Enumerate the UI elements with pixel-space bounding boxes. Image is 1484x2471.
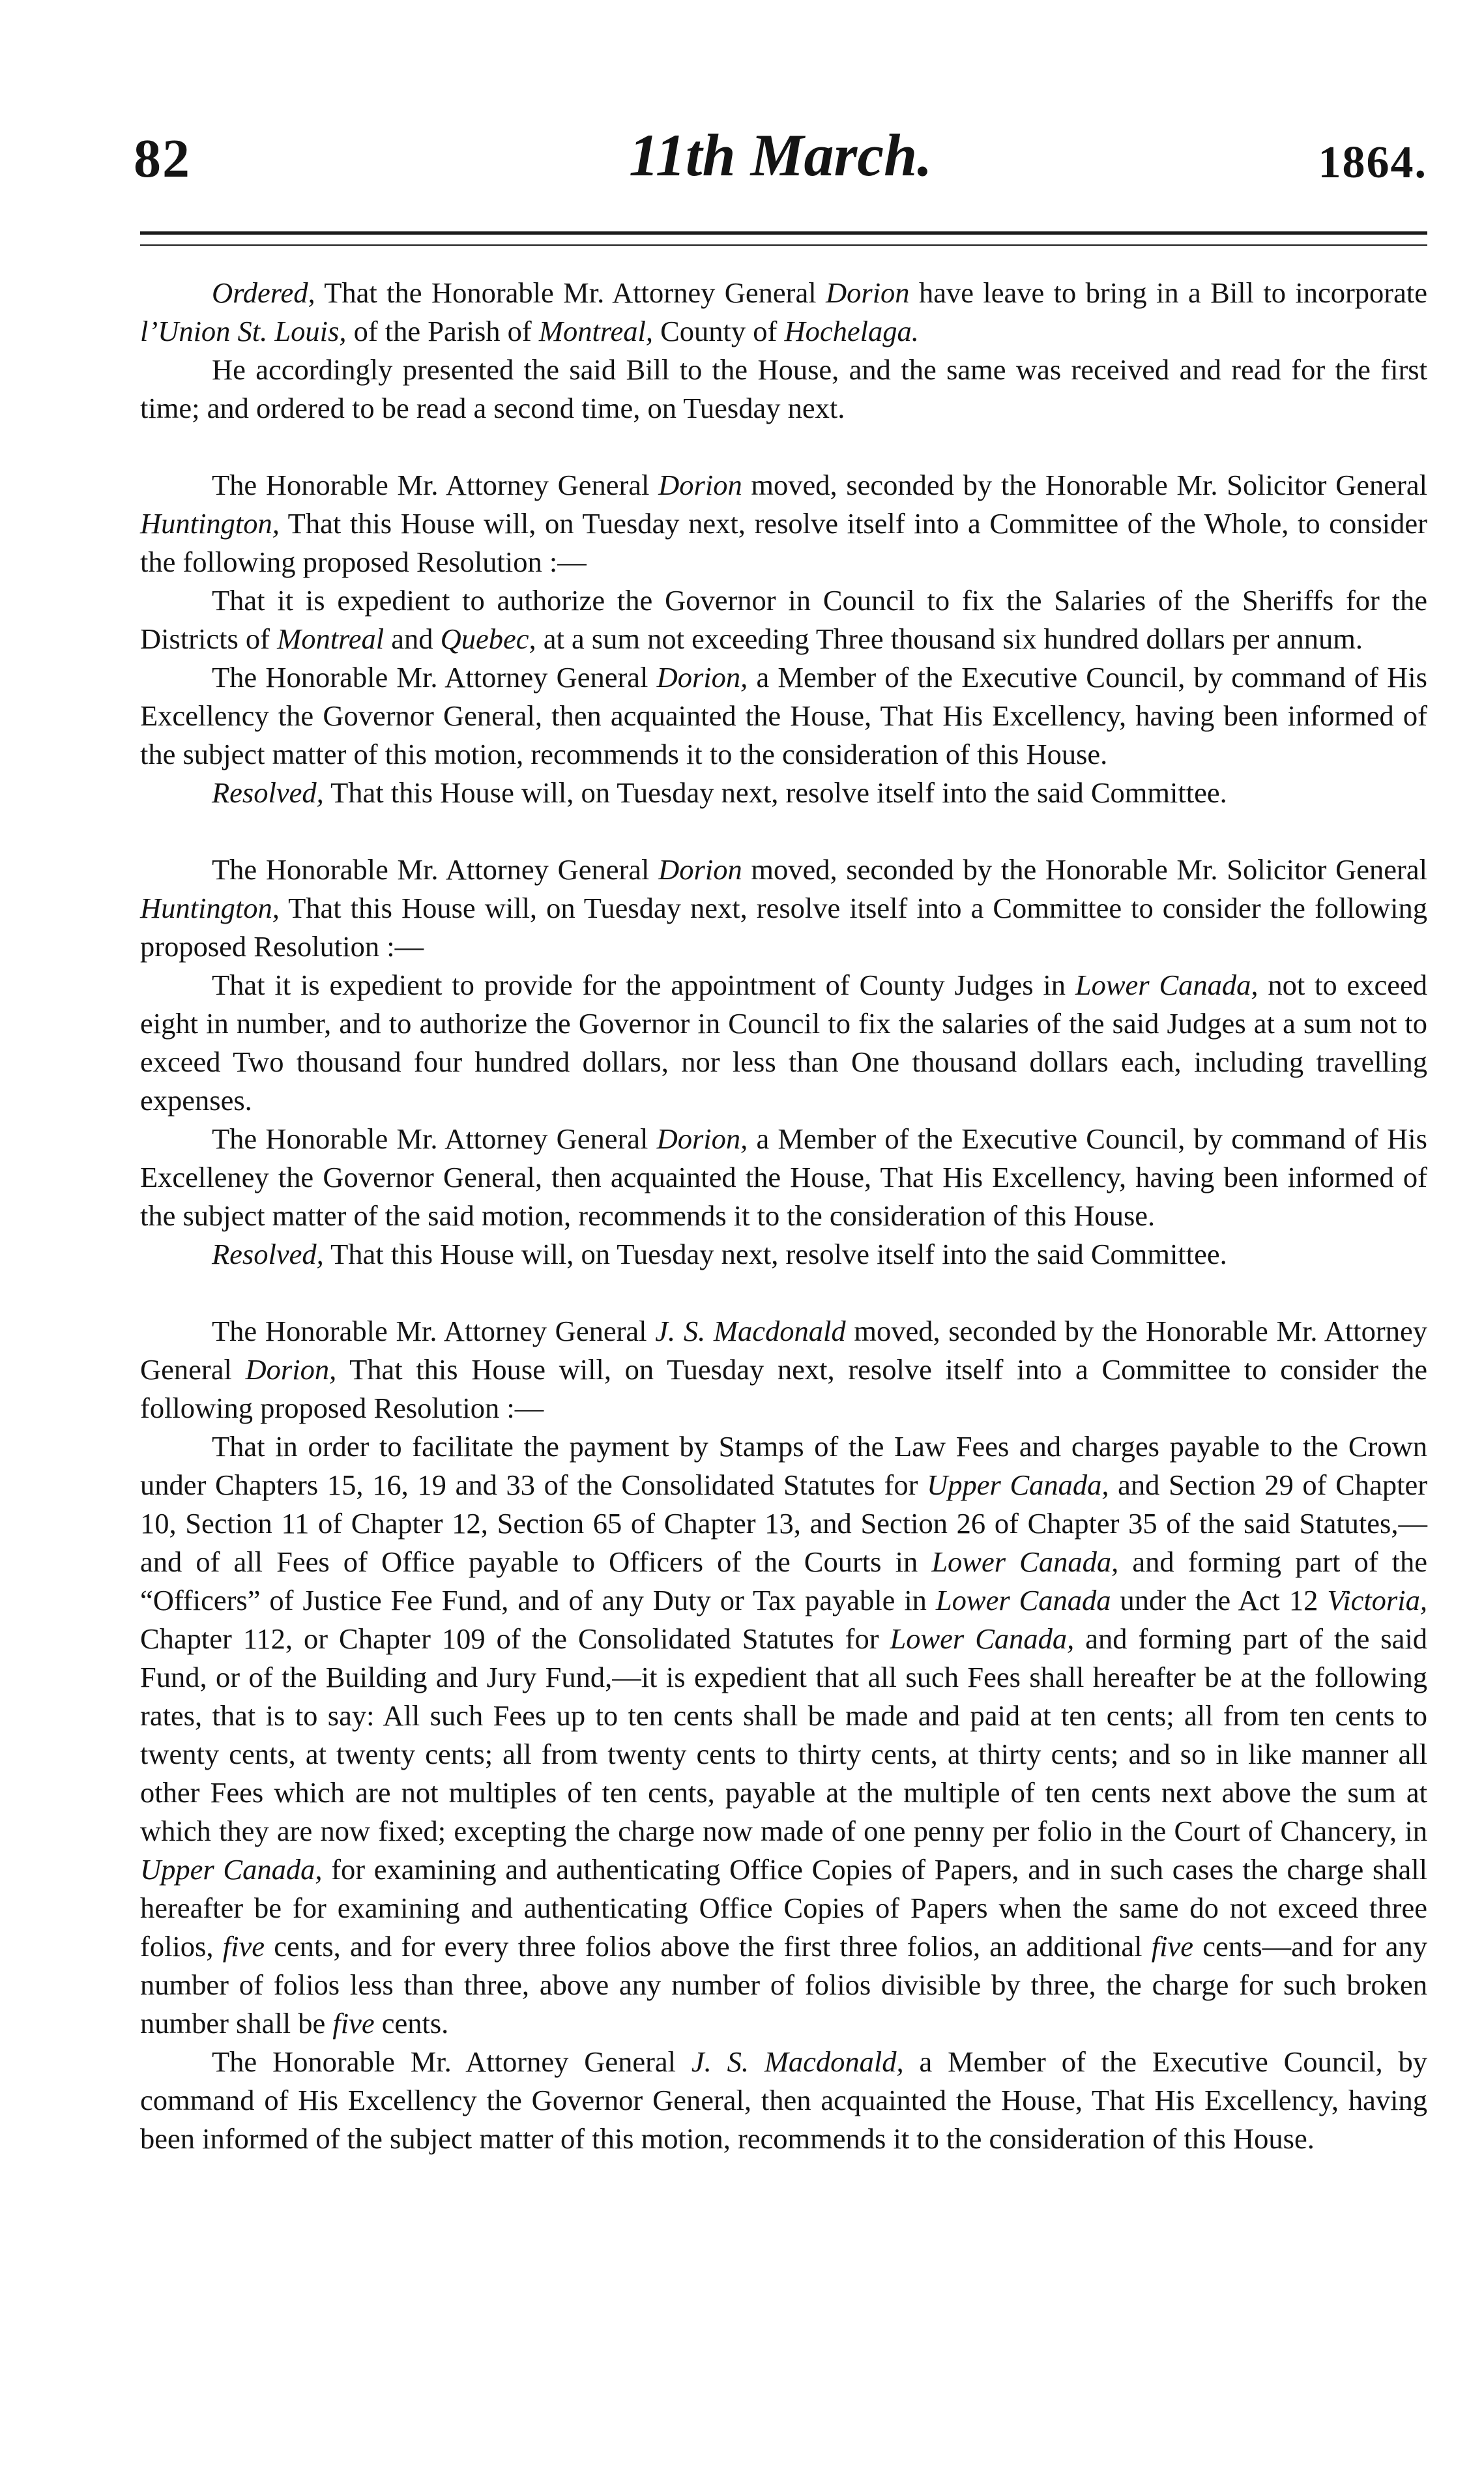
text-run: and Section 29 of Chapter 10, Section 11 of Chapter 12, Section 65 of Chapter 13, and Section 26 of Chapter 35 of the said Statutes,—and of all Fees of Office payable to Officers of the Courts in (140, 1469, 1428, 1578)
italic-text: Quebec, (440, 622, 536, 655)
text-run: That this House will, on Tuesday next, resolve itself into a Committee to consider the following proposed Resolution :— (140, 892, 1427, 963)
paragraph (140, 1235, 1427, 1274)
page-number: 82 (134, 128, 191, 189)
paragraph (140, 774, 1427, 812)
italic-text: Upper Canada, (140, 1853, 323, 1886)
italic-text: Montreal, (538, 315, 653, 347)
italic-text: Dorion, (656, 1122, 748, 1155)
text-run: not to exceed eight in number, and to authorize the Governor in Council to fix the salaries of the said Judges at a sum not to exceed Two thousand four hundred dollars, nor less than One thousand dollars each, including travelling expenses. (140, 969, 1427, 1117)
page-header (134, 111, 1427, 202)
text-run: He accordingly presented the said Bill to the House, and the same was received and read for the first time; and ordered to be read a second time, on Tuesday next. (140, 353, 1427, 424)
italic-text: Dorion (825, 276, 910, 309)
text-run: of the Parish of (346, 315, 539, 347)
italic-text: Ordered, (212, 276, 315, 309)
italic-text: Lower Canada, (931, 1545, 1119, 1578)
text-run: have leave to bring in a Bill to incorporate (909, 276, 1427, 309)
paragraph (140, 1427, 1427, 2043)
text-run: cents, and for every three folios above the first three folios, an additional (264, 1930, 1152, 1963)
italic-text: five (1151, 1930, 1193, 1963)
journal-body (140, 274, 1427, 2158)
text-run: moved, seconded by the Honorable Mr. Solicitor General (742, 853, 1427, 886)
text-run: That this House will, on Tuesday next, resolve itself into the said Committee. (323, 776, 1227, 809)
running-title: 11th March. (629, 122, 933, 188)
paragraph (140, 351, 1427, 428)
text-run: The Honorable Mr. Attorney General (212, 661, 657, 694)
running-year: 1864. (1318, 138, 1427, 188)
italic-text: J. S. Macdonald, (691, 2045, 904, 2078)
text-run: That it is expedient to authorize the Governor in Council to fix the Salaries of the Sheriffs for the Districts of (140, 584, 1427, 655)
text-run: That this House will, on Tuesday next, resolve itself into the said Committee. (323, 1238, 1227, 1270)
paragraph (140, 851, 1427, 966)
italic-text: Montreal (277, 622, 385, 655)
text-run: moved, seconded by the Honorable Mr. Attorney General (140, 1315, 1427, 1386)
text-run: and (384, 622, 441, 655)
text-run: The Honorable Mr. Attorney General (212, 2045, 691, 2078)
text-run: a Member of the Executive Council, by command of His Excellency the Governor General, then acquainted the House, That His Excellency, having been informed of the subject matter of this motion, recommends it to the consideration of this House. (140, 2045, 1427, 2155)
paragraph (140, 2043, 1427, 2158)
italic-text: Huntington, (140, 892, 280, 924)
italic-text: Hochelaga. (784, 315, 919, 347)
italic-text: Lower Canada, (1075, 969, 1258, 1001)
text-run: That it is expedient to provide for the appointment of County Judges in (212, 969, 1075, 1001)
paragraph (140, 966, 1427, 1120)
text-run: a Member of the Executive Council, by command of His Excelleney the Governor General, then acquainted the House, That His Excellency, having been informed of the subject matter of the said motion, recommends it to the consideration of this House. (140, 1122, 1427, 1232)
italic-text: Lower Canada, (890, 1622, 1075, 1655)
text-run: That the Honorable Mr. Attorney General (315, 276, 826, 309)
text-run: The Honorable Mr. Attorney General (212, 469, 659, 501)
text-run: County of (652, 315, 785, 347)
text-run: Chapter 112, or Chapter 109 of the Consolidated Statutes for (140, 1622, 890, 1655)
paragraph (140, 1312, 1427, 1427)
italic-text: l’Union St. Louis, (140, 315, 347, 347)
text-run: at a sum not exceeding Three thousand six hundred dollars per annum. (536, 622, 1363, 655)
text-run: That this House will, on Tuesday next, resolve itself into a Committee of the Whole, to consider the following proposed Resolution :— (140, 507, 1427, 578)
paragraph (140, 466, 1427, 581)
italic-text: Huntington, (140, 507, 280, 540)
text-run: and forming part of the “Officers” of Justice Fee Fund, and of any Duty or Tax payable in (140, 1545, 1427, 1616)
header-rule-thick (140, 231, 1427, 235)
italic-text: five (222, 1930, 265, 1963)
text-run: The Honorable Mr. Attorney General (212, 853, 659, 886)
italic-text: Resolved, (212, 776, 324, 809)
text-run: cents. (374, 2007, 449, 2040)
italic-text: Dorion (658, 853, 742, 886)
text-run: and forming part of the said Fund, or of the Building and Jury Fund,—it is expedient that all such Fees shall hereafter be at the following rates, that is to say: All such Fees up to ten cents shall be made and paid at ten cents; all from ten cents to twenty cents, at twenty cents; all from twenty cents to thirty cents, at thirty cents; and so in like manner all other Fees which are not multiples of ten cents, payable at the multiple of ten cents next above the sum at which they are now fixed; excepting the charge now made of one penny per folio in the Court of Chancery, in (140, 1622, 1427, 1847)
italic-text: Dorion, (245, 1353, 337, 1386)
text-run: for examining and authenticating Office Copies of Papers, and in such cases the charge shall hereafter be for examining and authenticating Office Copies of Papers when the same do not exceed three folios, (140, 1853, 1428, 1963)
text-run: That this House will, on Tuesday next, resolve itself into a Committee to consider the following proposed Resolution :— (140, 1353, 1427, 1424)
text-run: That in order to facilitate the payment by Stamps of the Law Fees and charges payable to the Crown under Chapters 15, 16, 19 and 33 of the Consolidated Statutes for (140, 1430, 1427, 1501)
paragraph (140, 581, 1427, 658)
italic-text: J. S. Macdonald (655, 1315, 846, 1347)
italic-text: Victoria, (1327, 1584, 1427, 1616)
text-run: under the Act 12 (1111, 1584, 1328, 1616)
paragraph (140, 1120, 1427, 1235)
paragraph (140, 274, 1427, 351)
text-run: moved, seconded by the Honorable Mr. Solicitor General (742, 469, 1427, 501)
italic-text: Dorion (658, 469, 742, 501)
text-run: The Honorable Mr. Attorney General (212, 1122, 657, 1155)
text-run: cents—and for any number of folios less than three, above any number of folios divisible by three, the charge for such broken number shall be (140, 1930, 1428, 2040)
italic-text: five (332, 2007, 375, 2040)
header-rule-thin (140, 244, 1427, 246)
italic-text: Dorion, (656, 661, 748, 694)
paragraph (140, 658, 1427, 774)
text-run: a Member of the Executive Council, by command of His Excellency the Governor General, then acquainted the House, That His Excellency, having been informed of the subject matter of this motion, recommends it to the consideration of this House. (140, 661, 1427, 770)
italic-text: Lower Canada (935, 1584, 1111, 1616)
text-run: The Honorable Mr. Attorney General (212, 1315, 656, 1347)
italic-text: Upper Canada, (927, 1469, 1109, 1501)
italic-text: Resolved, (212, 1238, 324, 1270)
